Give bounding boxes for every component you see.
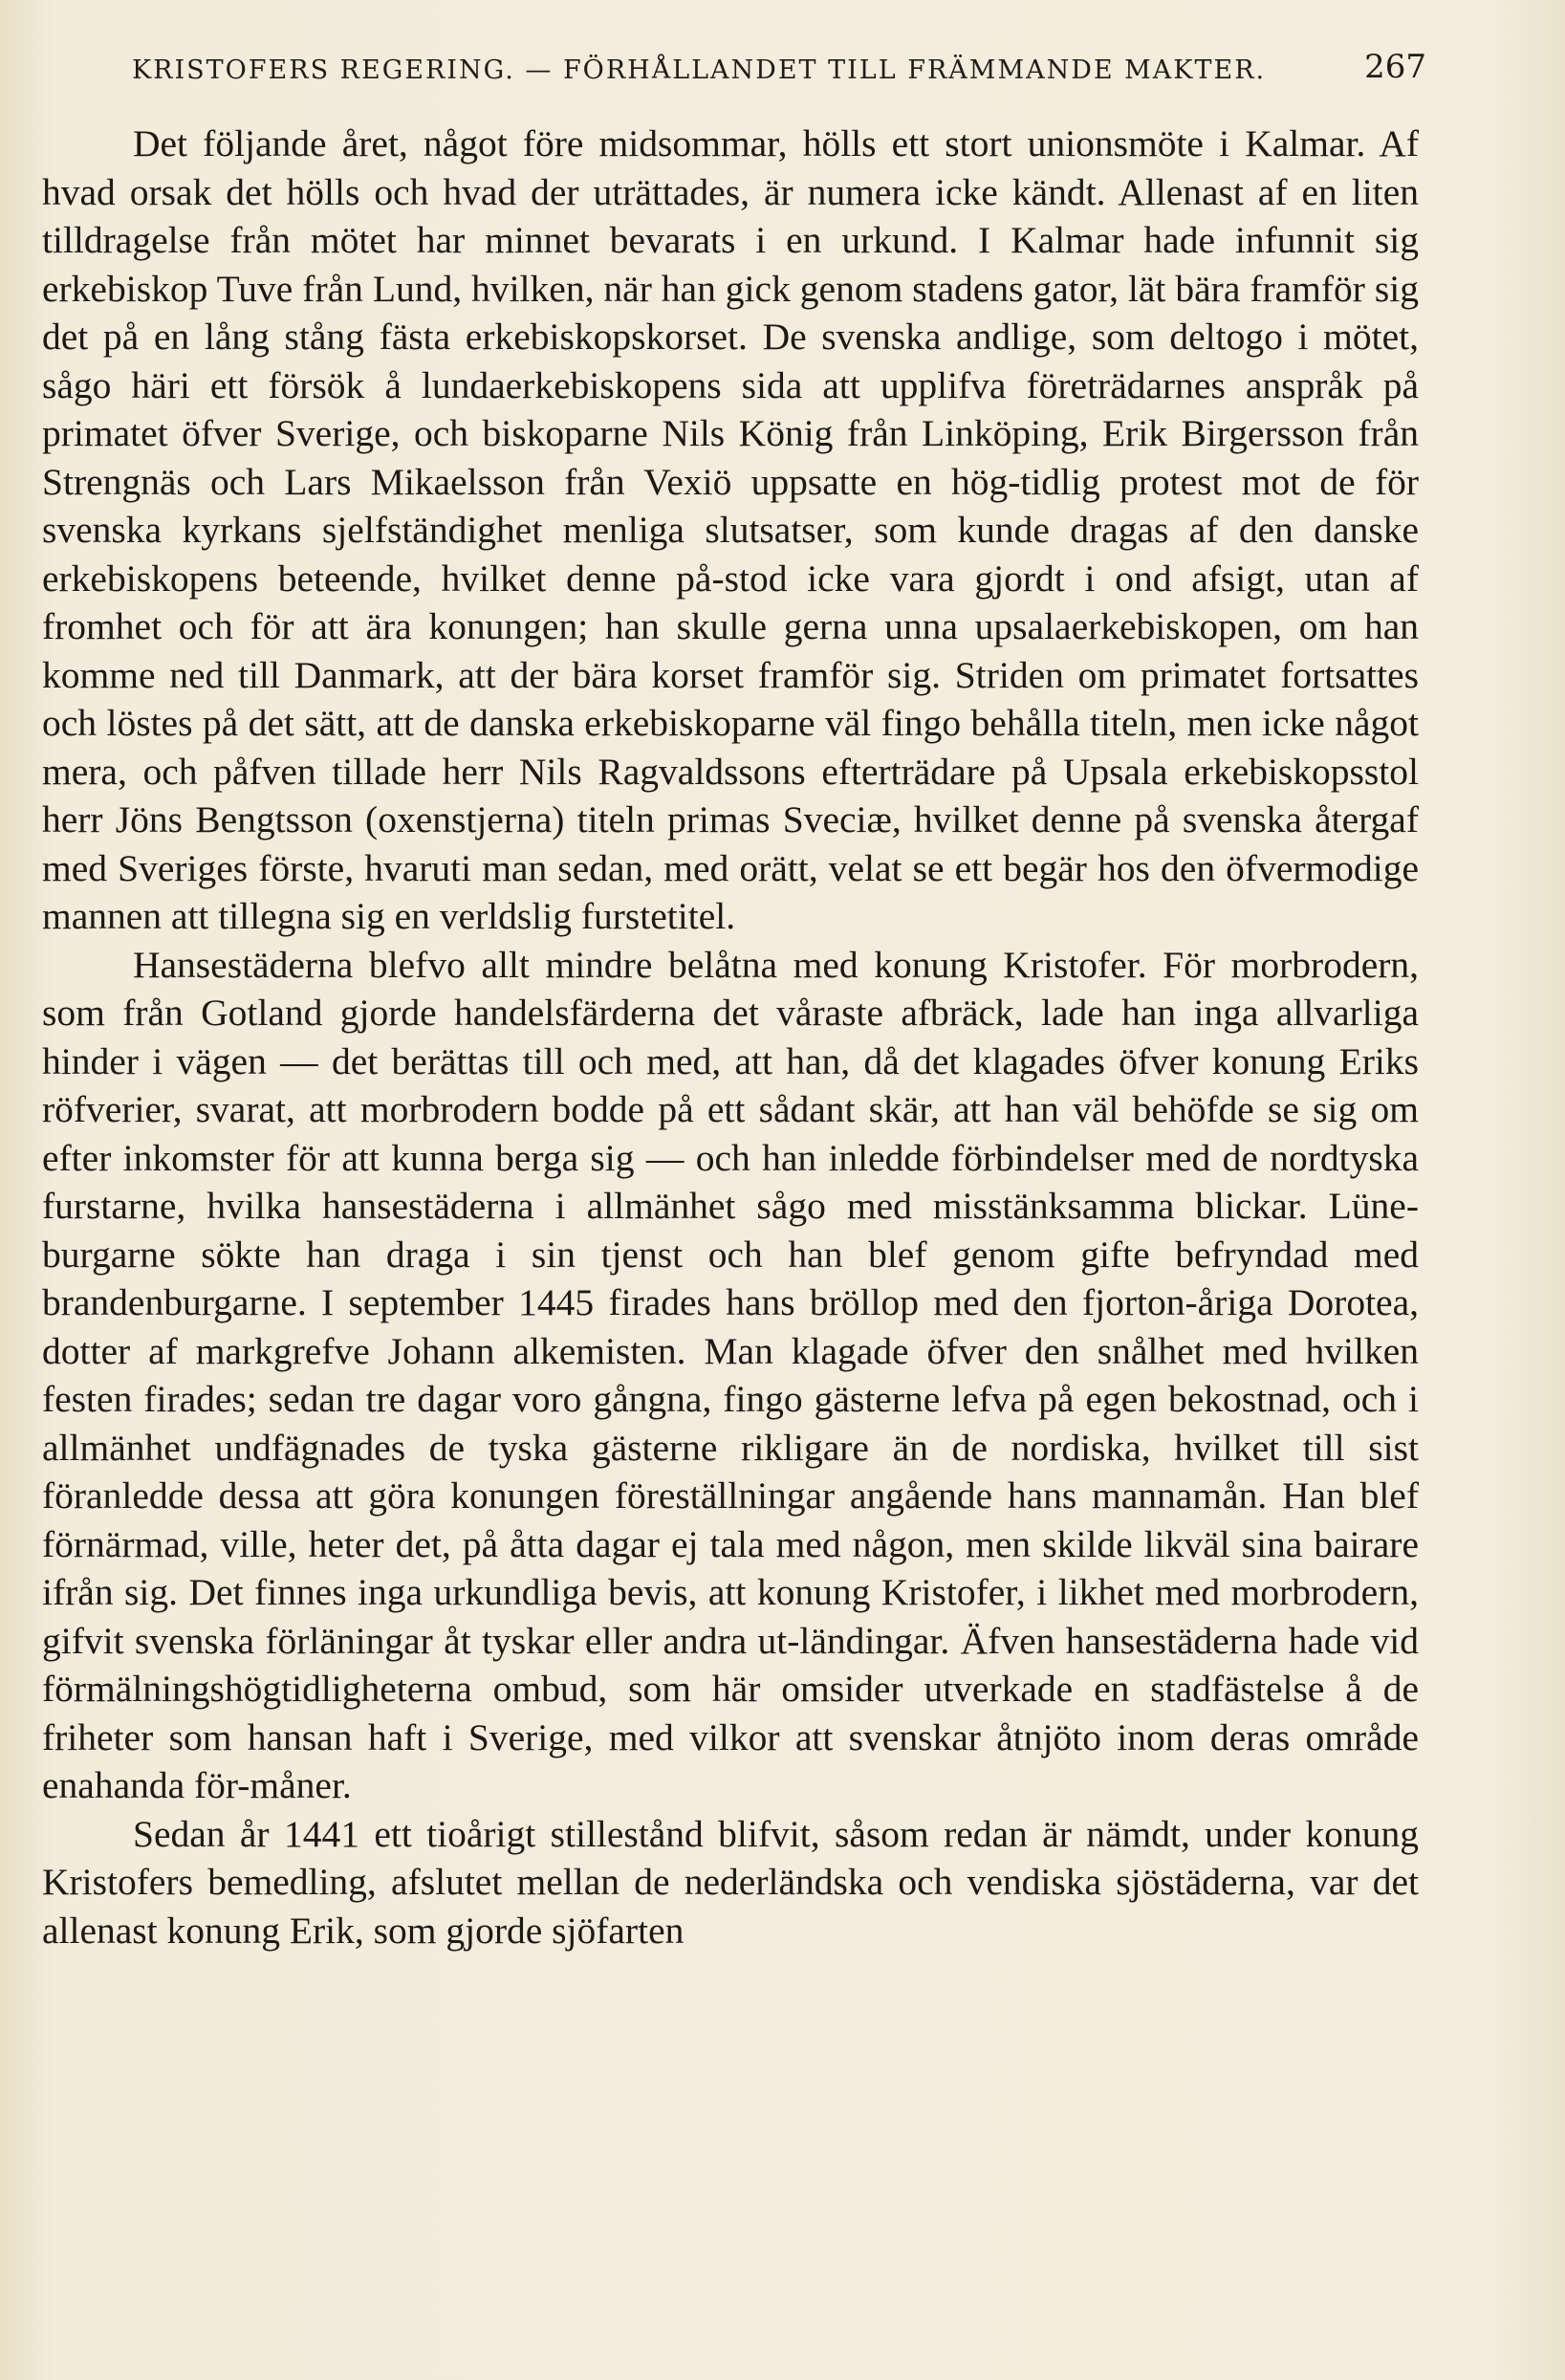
paragraph-3: Sedan år 1441 ett tioårigt stillestånd blifvit, såsom redan är nämdt, under konung Kristofers bemedling, afslutet mellan de nederländska och vendiska sjöstäderna, var det allenast konung Erik, som gjorde sjöfarten [42,1812,1419,1952]
header-title: KRISTOFERS REGERING. — FÖRHÅLLANDET TILL FRÄMMANDE MAKTER. [132,55,1267,85]
running-header [50,46,1426,94]
body-text [42,120,1419,1954]
paragraph-2: Hansestäderna blefvo allt mindre belåtna med konung Kristofer. För morbrodern, som från Gotland gjorde handelsfärderna det våraste afbräck, lade han inga allvarliga hinder i vägen — det berättas till och med, att han, då det klagades öfver konung Eriks röfverier, svarat, att morbrodern bodde på ett sådant skär, att han väl behöfde se sig om efter inkomster för att kunna berga sig — och han inledde förbindelser med de nordtyska furstarne, hvilka hansestäderna i allmänhet sågo med misstänksamma blickar. Lüne-burgarne sökte han draga i sin tjenst och han blef genom gifte befryndad med brandenburgarne. I september 1445 firades hans bröllop med den fjorton-åriga Dorotea, dotter af markgrefve Johann alkemisten. Man klagade öfver den snålhet med hvilken festen firades; sedan tre dagar voro gångna, fingo gästerne lefva på egen bekostnad, och i allmänhet undfägnades de tyska gästerne rikligare än de nordiska, hvilket till sist föranledde dessa att göra konungen föreställningar angående hans mannamån. Han blef förnärmad, ville, heter det, på åtta dagar ej tala med någon, men skilde likväl sina bairare ifrån sig. Det finnes inga urkundliga bevis, att konung Kristofer, i likhet med morbrodern, gifvit svenska förläningar åt tyskar eller andra ut-ländingar. Äfven hansestäderna hade vid förmälningshögtidligheterna ombud, som här omsider utverkade en stadfästelse å de friheter som hansan haft i Sverige, med vilkor att svenskar åtnjöto inom deras område enahanda för-måner. [42,943,1419,1806]
paragraph-1: Det följande året, något före midsommar, hölls ett stort unionsmöte i Kalmar. Af hvad orsak det hölls och hvad der uträttades, är numera icke kändt. Allenast af en liten tilldragelse från mötet har minnet bevarats i en urkund. I Kalmar hade infunnit sig erkebiskop Tuve från Lund, hvilken, när han gick genom stadens gator, lät bära framför sig det på en lång stång fästa erkebiskopskorset. De svenska andlige, som deltogo i mötet, sågo häri ett försök å lundaerkebiskopens sida att upplifva företrädarnes anspråk på primatet öfver Sverige, och biskoparne Nils König från Linköping, Erik Birgersson från Strengnäs och Lars Mikaelsson från Vexiö uppsatte en hög-tidlig protest mot de för svenska kyrkans sjelfständighet menliga slutsatser, som kunde dragas af den danske erkebiskopens beteende, hvilket denne på-stod icke vara gjordt i ond afsigt, utan af fromhet och för att ära konungen; han skulle gerna unna upsalaerkebiskopen, om han komme ned till Danmark, att der bära korset framför sig. Striden om primatet fortsattes och löstes på det sätt, att de danska erkebiskoparne väl fingo behålla titeln, men icke något mera, och påfven tillade herr Nils Ragvaldssons efterträdare på Upsala erkebiskopsstol herr Jöns Bengtsson (oxenstjerna) titeln primas Sveciæ, hvilket denne på svenska återgaf med Sveriges förste, hvaruti man sedan, med orätt, velat se ett begär hos den öfvermodige mannen att tillegna sig en verldslig furstetitel. [42,122,1419,937]
page-number: 267 [1364,48,1426,86]
